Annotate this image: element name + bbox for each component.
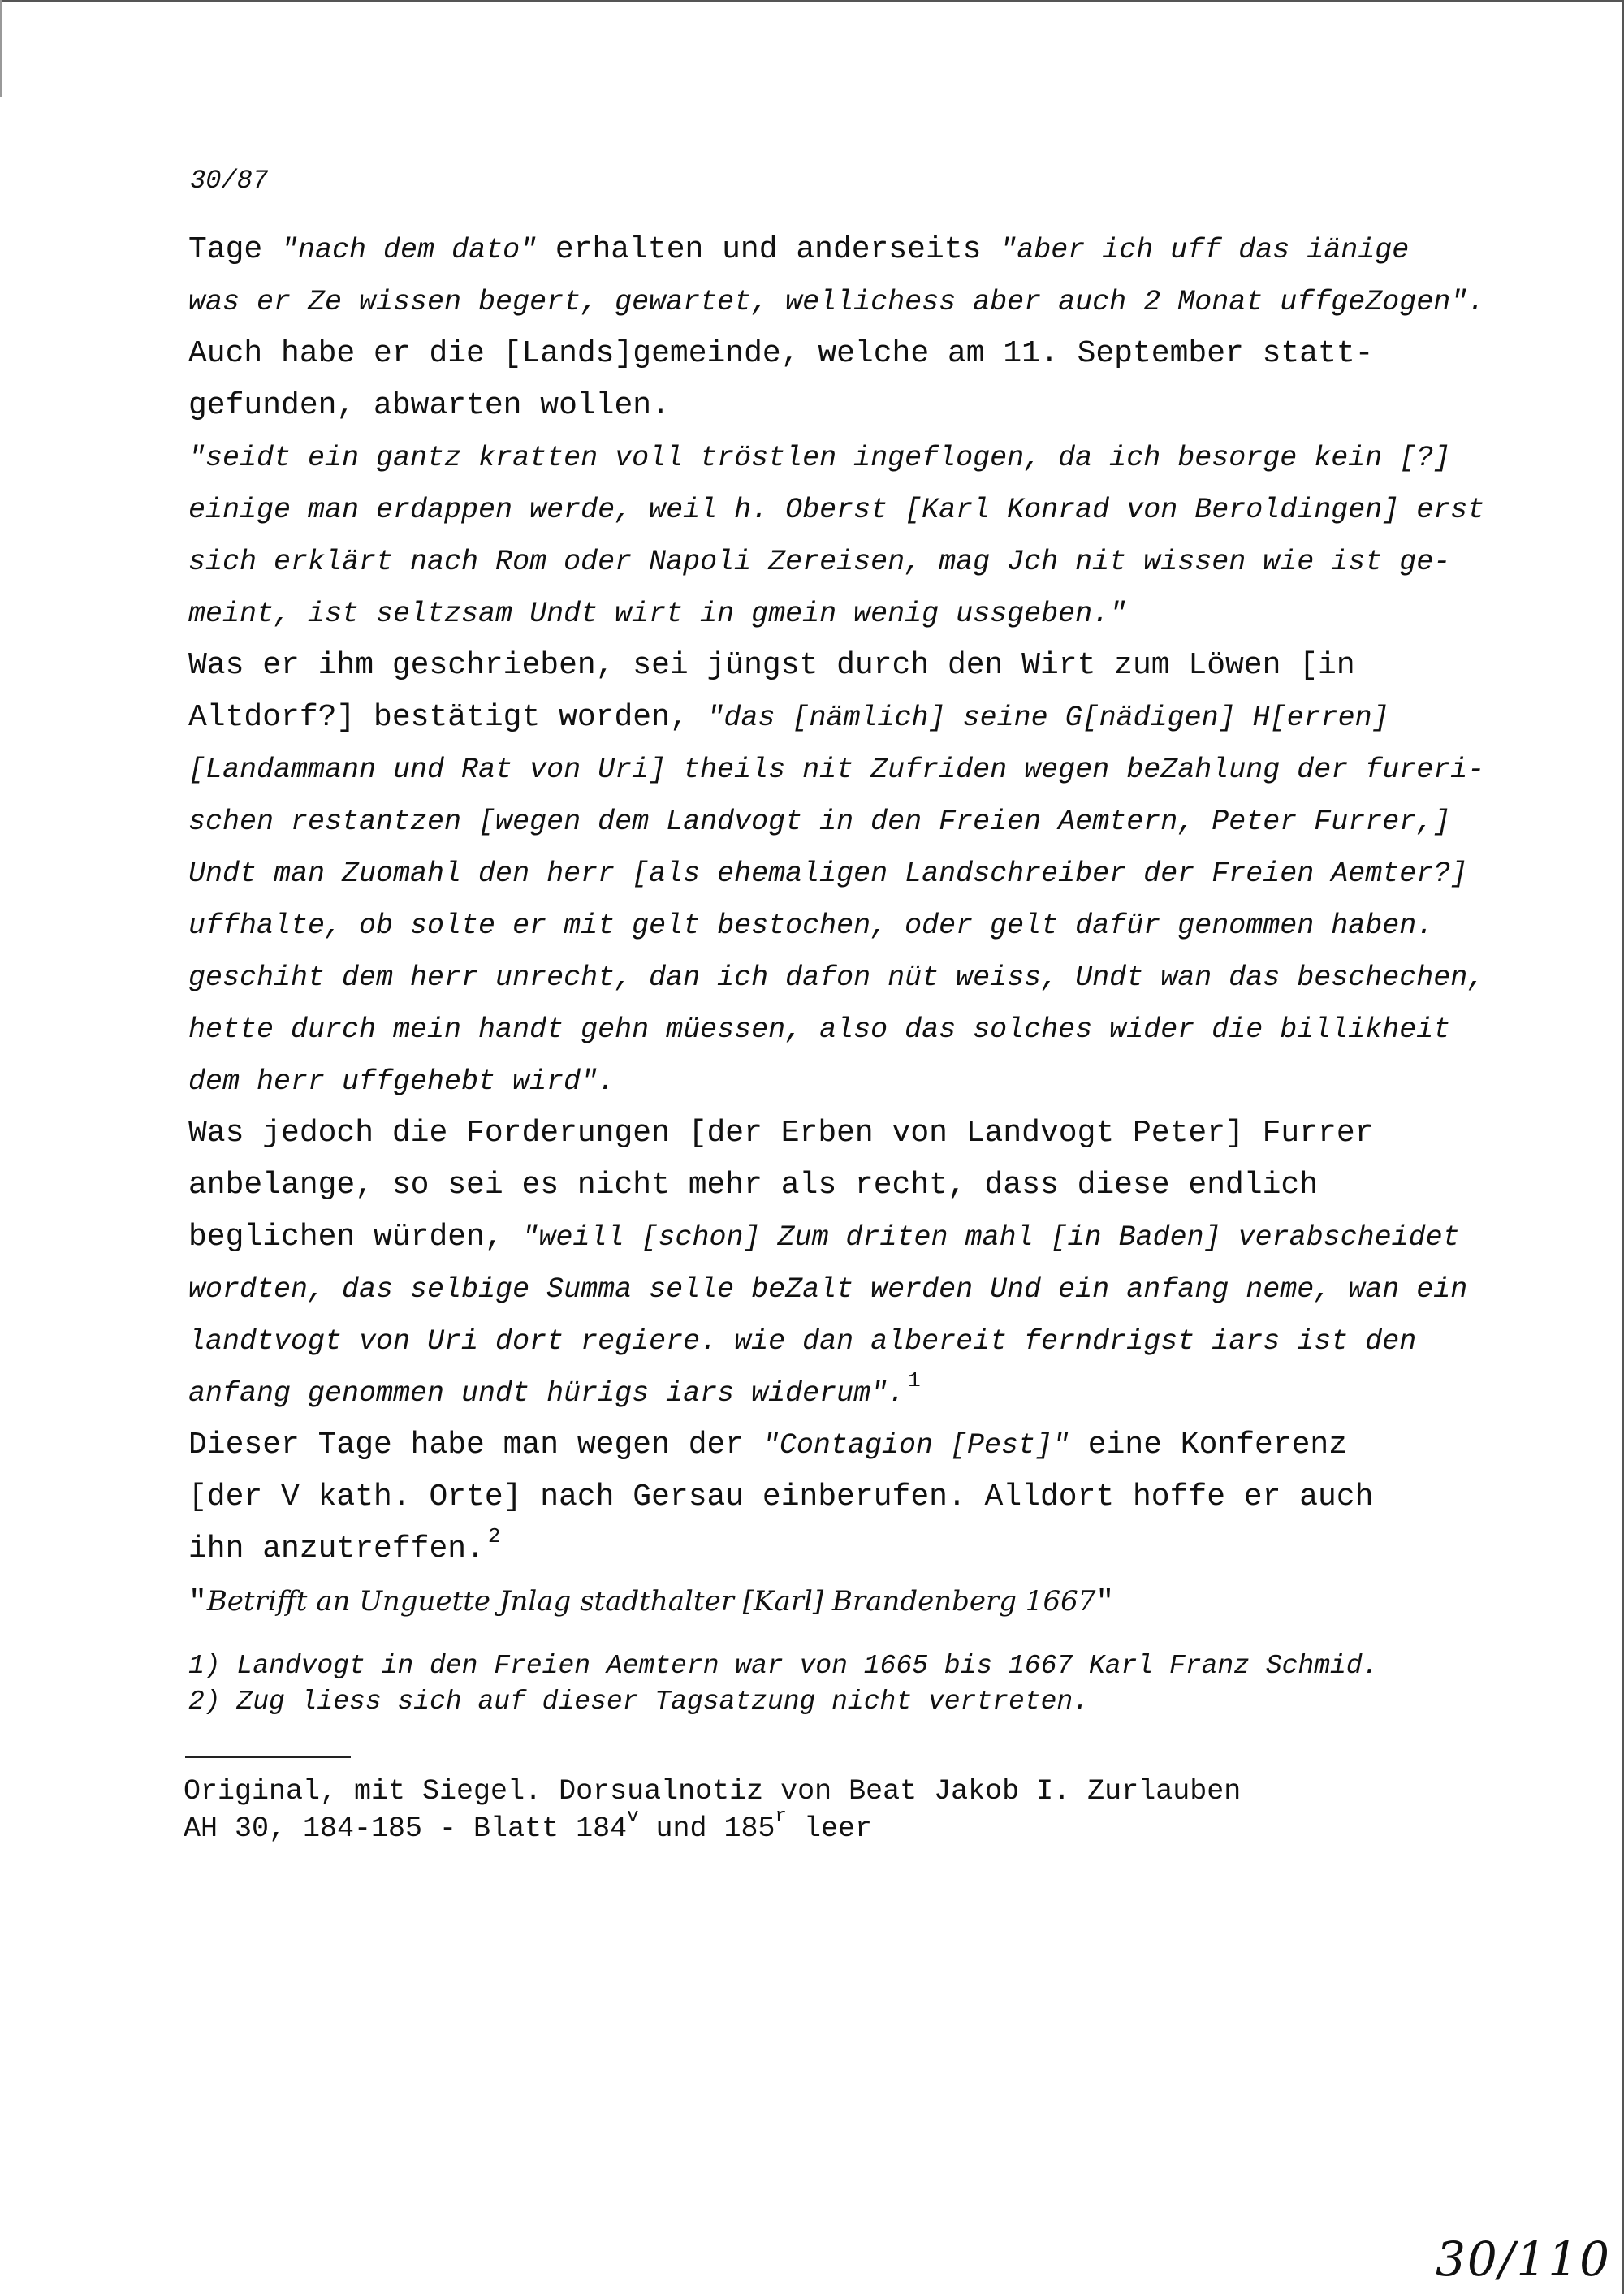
text-segment: ihn anzutreffen. [188,1531,485,1566]
text-line [188,276,1485,328]
text-line [188,588,1455,640]
text-segment: Dieser Tage habe man wegen der [188,1428,762,1462]
text-line [188,640,1455,692]
page-number: 30/87 [190,166,269,196]
text-segment: Undt man Zuomahl den herr [als ehemaligen Landschreiber der Freien Aemter?] [188,858,1468,890]
text-line [188,848,1468,900]
footnote-divider [185,1756,351,1758]
text-line [188,1523,1455,1575]
text-line [188,744,1485,796]
text-segment: [der V kath. Orte] nach Gersau einberufen. Alldort hoffe er auch [188,1480,1374,1514]
text-segment: Altdorf?] bestätigt worden, [188,700,707,735]
source-line-2-part-b: und 185 [638,1812,775,1845]
footnote-marker: 2 [487,1523,501,1549]
text-line [188,1212,1460,1264]
text-line [188,380,1455,432]
footnote-1: 1) Landvogt in den Freien Aemtern war von 1665 bis 1667 Karl Franz Schmid. [188,1651,1379,1681]
text-line [188,900,1455,952]
text-segment: gefunden, abwarten wollen. [188,388,670,423]
text-segment: Auch habe er die [Lands]gemeinde, welche am 11. September statt- [188,336,1374,371]
text-segment: hette durch mein handt gehn müessen, also das solches wider die billikheit [188,1013,1451,1046]
text-segment: "aber ich uff das iänige [1000,234,1410,266]
text-segment: eine Konferenz [1069,1428,1348,1462]
text-line [188,484,1485,536]
superscript-recto: r [775,1806,787,1828]
text-segment: "seidt ein gantz kratten voll tröstlen ingeflogen, da ich besorge kein [?] [188,442,1451,474]
footnote-2: 2) Zug liess sich auf dieser Tagsatzung nicht vertreten. [188,1687,1089,1717]
archive-number: 30/110 [1436,2231,1612,2287]
text-segment: landtvogt von Uri dort regiere. wie dan albereit ferndrigst iars ist den [188,1325,1417,1358]
scan-border-left [0,0,2,97]
text-segment: Tage [188,232,282,267]
text-line [188,1160,1455,1212]
text-segment: meint, ist seltzsam Undt wirt in gmein wenig ussgeben." [188,598,1127,630]
text-line [188,1108,1455,1160]
text-line [188,328,1455,380]
text-segment: "weill [schon] Zum driten mahl [in Baden] verabscheidet [521,1221,1460,1254]
text-segment: geschiht dem herr unrecht, dan ich dafon nüt weiss, Undt wan das beschechen, [188,961,1485,994]
text-line [188,692,1455,744]
text-segment: " [1095,1585,1115,1620]
footnote-marker: 1 [908,1367,921,1393]
text-segment: wordten, das selbige Summa selle beZalt werden Und ein anfang neme, wan ein [188,1273,1468,1306]
source-line-2-part-a: AH 30, 184-185 - Blatt 184 [184,1812,628,1845]
text-segment: "nach dem dato" [281,234,538,266]
text-line [188,536,1455,588]
text-segment: anfang genommen undt hürigs iars widerum". [188,1377,905,1410]
superscript-verso: v [627,1806,639,1828]
text-segment: schen restantzen [wegen dem Landvogt in den Freien Aemtern, Peter Furrer,] [188,806,1451,838]
text-line [188,224,1455,276]
source-note [184,1773,1450,1847]
text-line [188,952,1485,1004]
text-segment: dem herr uffgehebt wird". [188,1065,615,1098]
text-segment: beglichen würden, [188,1220,522,1255]
text-line [188,1575,1455,1627]
footnotes [188,1648,1455,1720]
source-line-2-part-c: leer [786,1812,872,1845]
handwritten-annotation: Betrifft an Unguette Jnlag stadthalter [Karl] Brandenberg 1667 [206,1585,1096,1618]
text-line [188,1264,1468,1315]
text-line [188,1419,1455,1471]
text-segment: "das [nämlich] seine G[nädigen] H[erren] [706,702,1389,734]
text-line [188,1367,1455,1419]
text-line [188,796,1455,848]
source-line-2 [184,1806,1450,1847]
text-segment: anbelange, so sei es nicht mehr als recht, dass diese endlich [188,1168,1319,1203]
text-segment: erhalten und anderseits [537,232,1000,267]
text-segment: einige man erdappen werde, weil h. Oberst [Karl Konrad von Beroldingen] erst [188,494,1485,526]
text-line [188,1315,1455,1367]
text-segment: uffhalte, ob solte er mit gelt bestochen, oder gelt dafür genommen haben. [188,909,1434,942]
scan-border-top [0,0,1624,2]
text-segment: Was jedoch die Forderungen [der Erben von Landvogt Peter] Furrer [188,1116,1374,1151]
text-segment: sich erklärt nach Rom oder Napoli Zereisen, mag Jch nit wissen wie ist ge- [188,546,1451,578]
body-text [188,224,1485,1627]
text-line [188,1004,1455,1056]
text-segment: Was er ihm geschrieben, sei jüngst durch den Wirt zum Löwen [in [188,648,1355,683]
text-line [188,432,1455,484]
text-line [188,1056,1455,1108]
source-line-1: Original, mit Siegel. Dorsualnotiz von Beat Jakob I. Zurlauben [184,1775,1242,1808]
text-segment: "Contagion [Pest]" [762,1429,1069,1462]
text-line [188,1471,1455,1523]
text-segment: was er Ze wissen begert, gewartet, wellichess aber auch 2 Monat uffgeZogen". [188,286,1485,318]
text-segment: " [188,1585,207,1620]
text-segment: [Landammann und Rat von Uri] theils nit Zufriden wegen beZahlung der fureri- [188,754,1485,786]
